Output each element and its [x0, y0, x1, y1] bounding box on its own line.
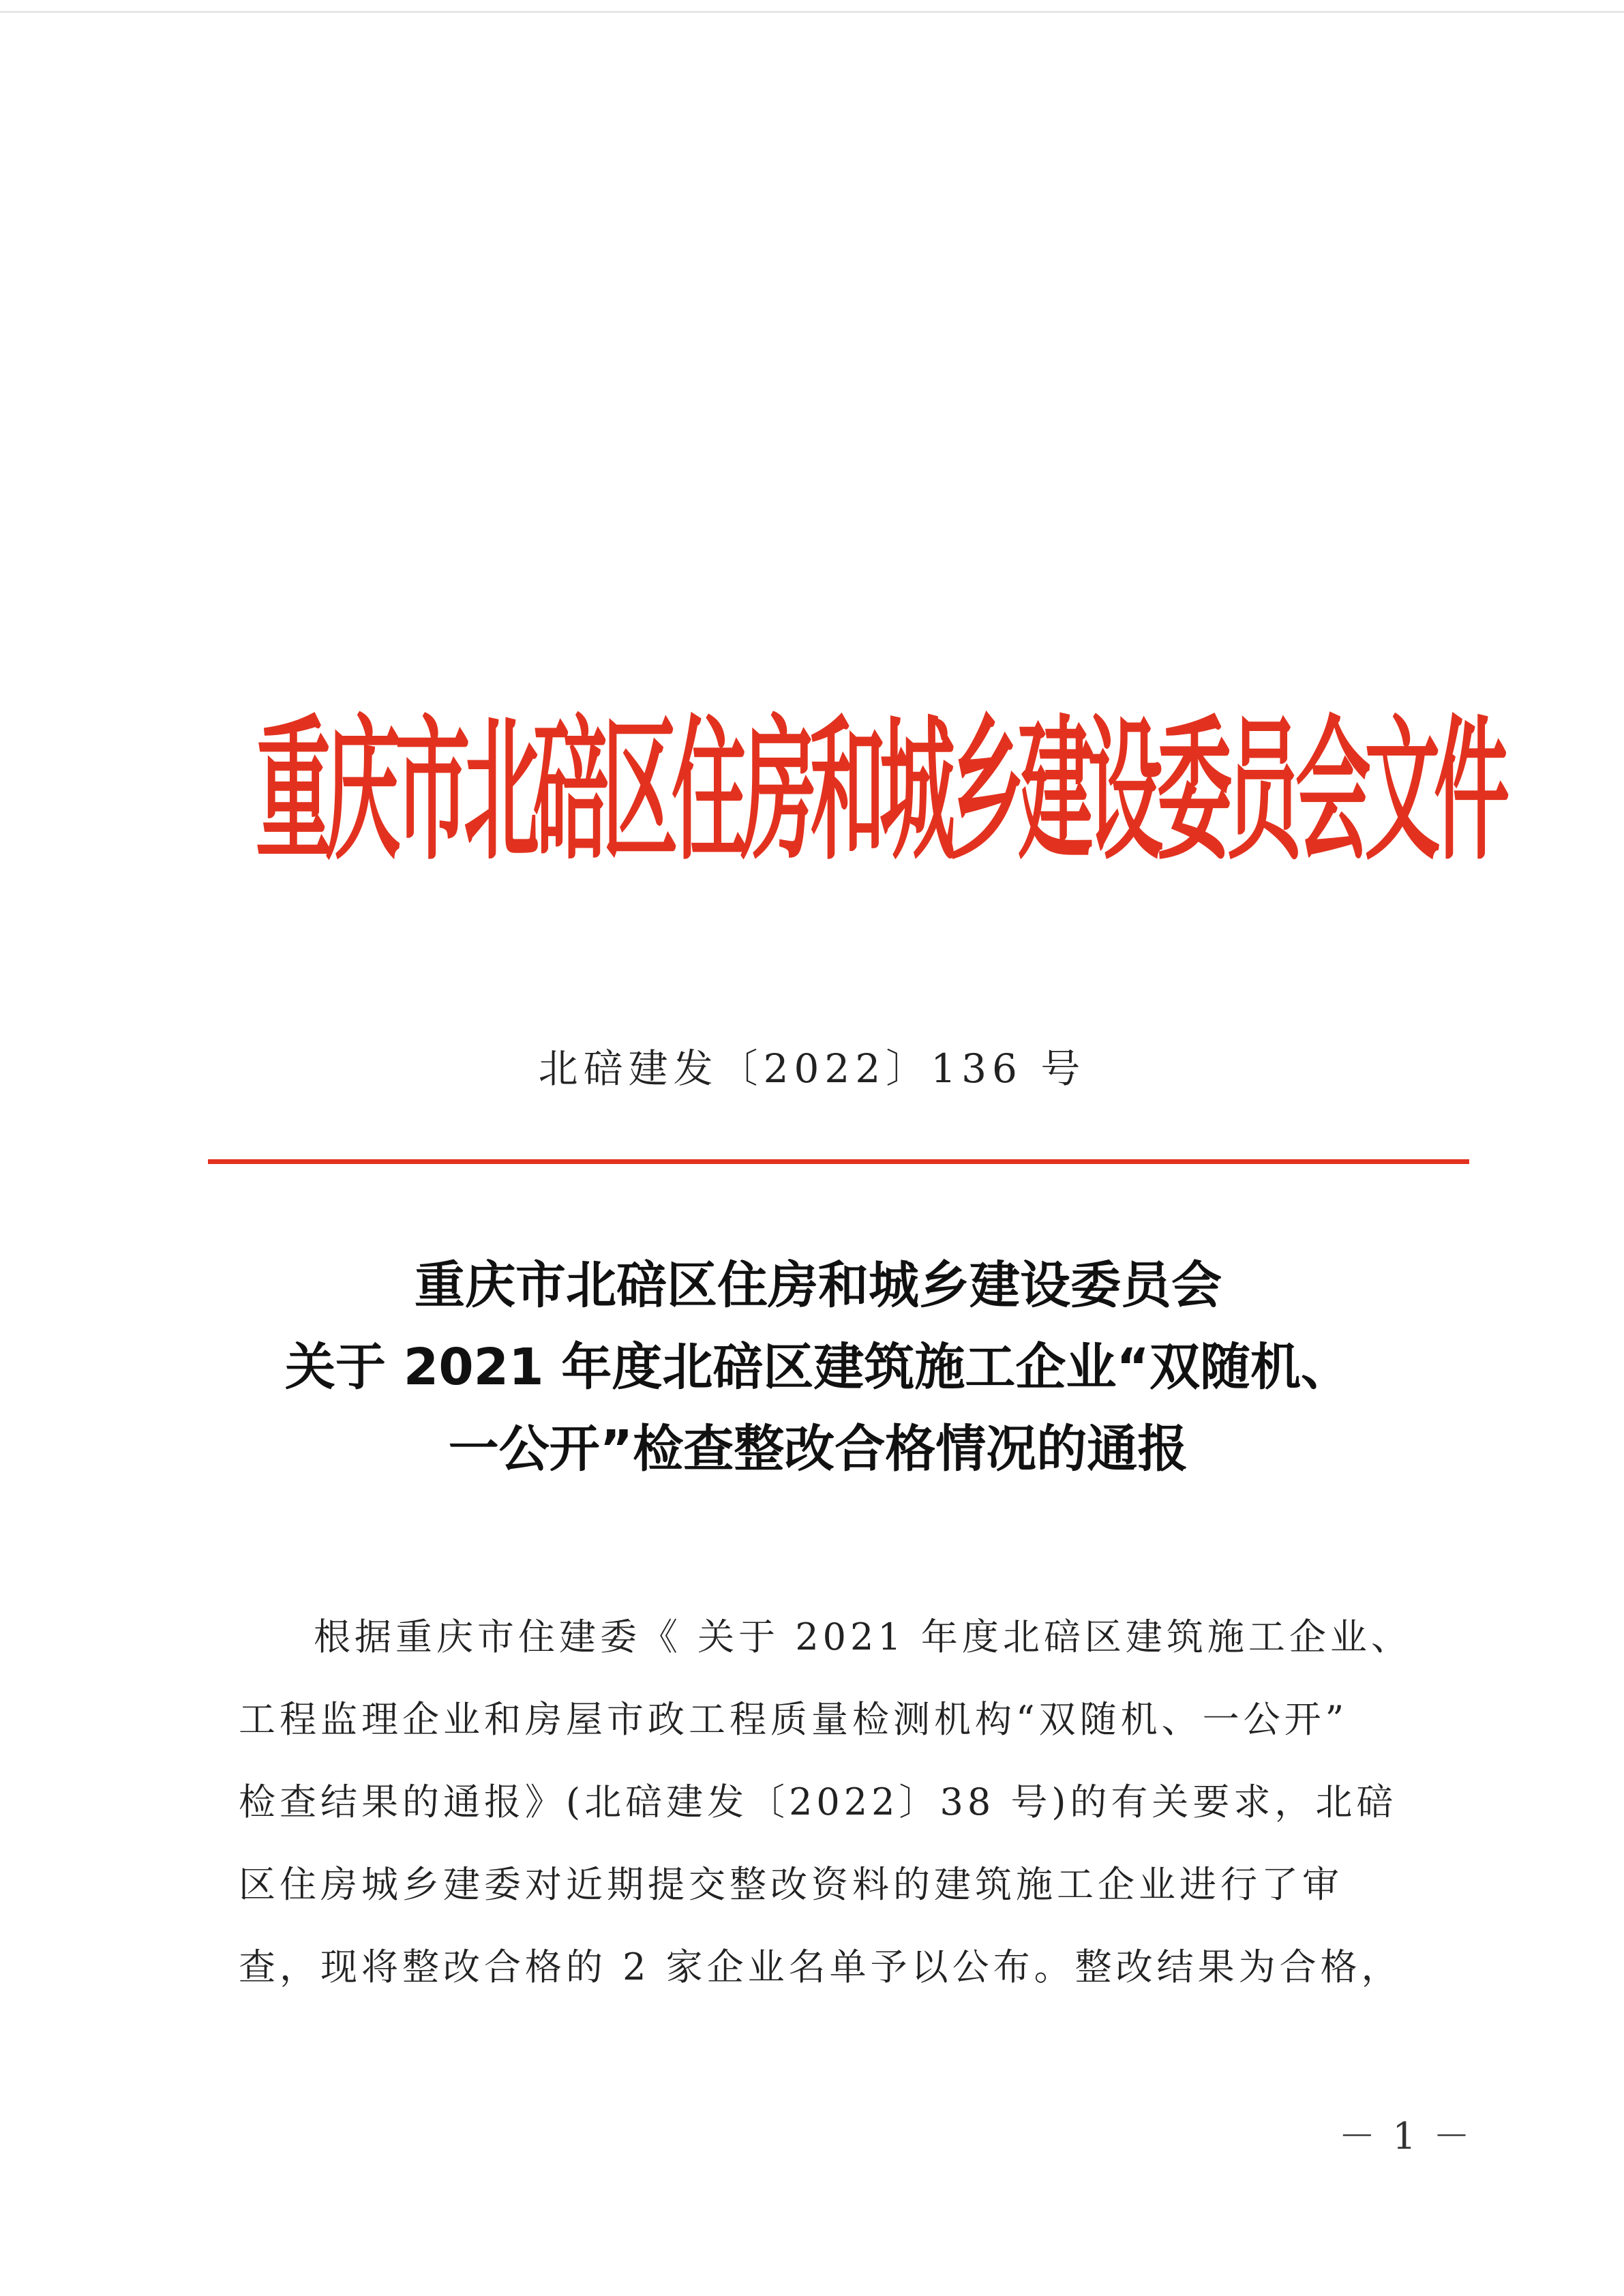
body-line-5: 查，现将整改合格的 2 家企业名单予以公布。整改结果为合格， — [239, 1945, 1402, 1988]
document-number: 北碚建发〔2022〕136 号 — [538, 1045, 1086, 1092]
body-line-3: 检查结果的通报》(北碚建发〔2022〕38 号)的有关要求，北碚 — [239, 1780, 1398, 1823]
notice-title — [170, 1244, 1466, 1490]
body-line-4: 区住房城乡建委对近期提交整改资料的建筑施工企业进行了审 — [239, 1863, 1343, 1906]
body-line-2: 工程监理企业和房屋市政工程质量检测机构“双随机、一公开” — [239, 1698, 1349, 1741]
title-line-2: 关于 2021 年度北碚区建筑施工企业“双随机、 — [284, 1338, 1352, 1397]
page-number: － 1 － — [1338, 2115, 1473, 2158]
title-line-1: 重庆市北碚区住房和城乡建设委员会 — [415, 1256, 1222, 1315]
masthead — [256, 689, 1503, 893]
title-line-3: 一公开”检查整改合格情况的通报 — [448, 1420, 1188, 1478]
body-line-1: 根据重庆市住建委《 关于 2021 年度北碚区建筑施工企业、 — [314, 1615, 1412, 1658]
red-divider-line — [208, 1159, 1469, 1164]
body-text — [239, 1596, 1459, 2008]
masthead-title: 重庆市北碚区住房和城乡建设委员会文件 — [256, 700, 1503, 882]
page-top-edge — [0, 11, 1624, 13]
